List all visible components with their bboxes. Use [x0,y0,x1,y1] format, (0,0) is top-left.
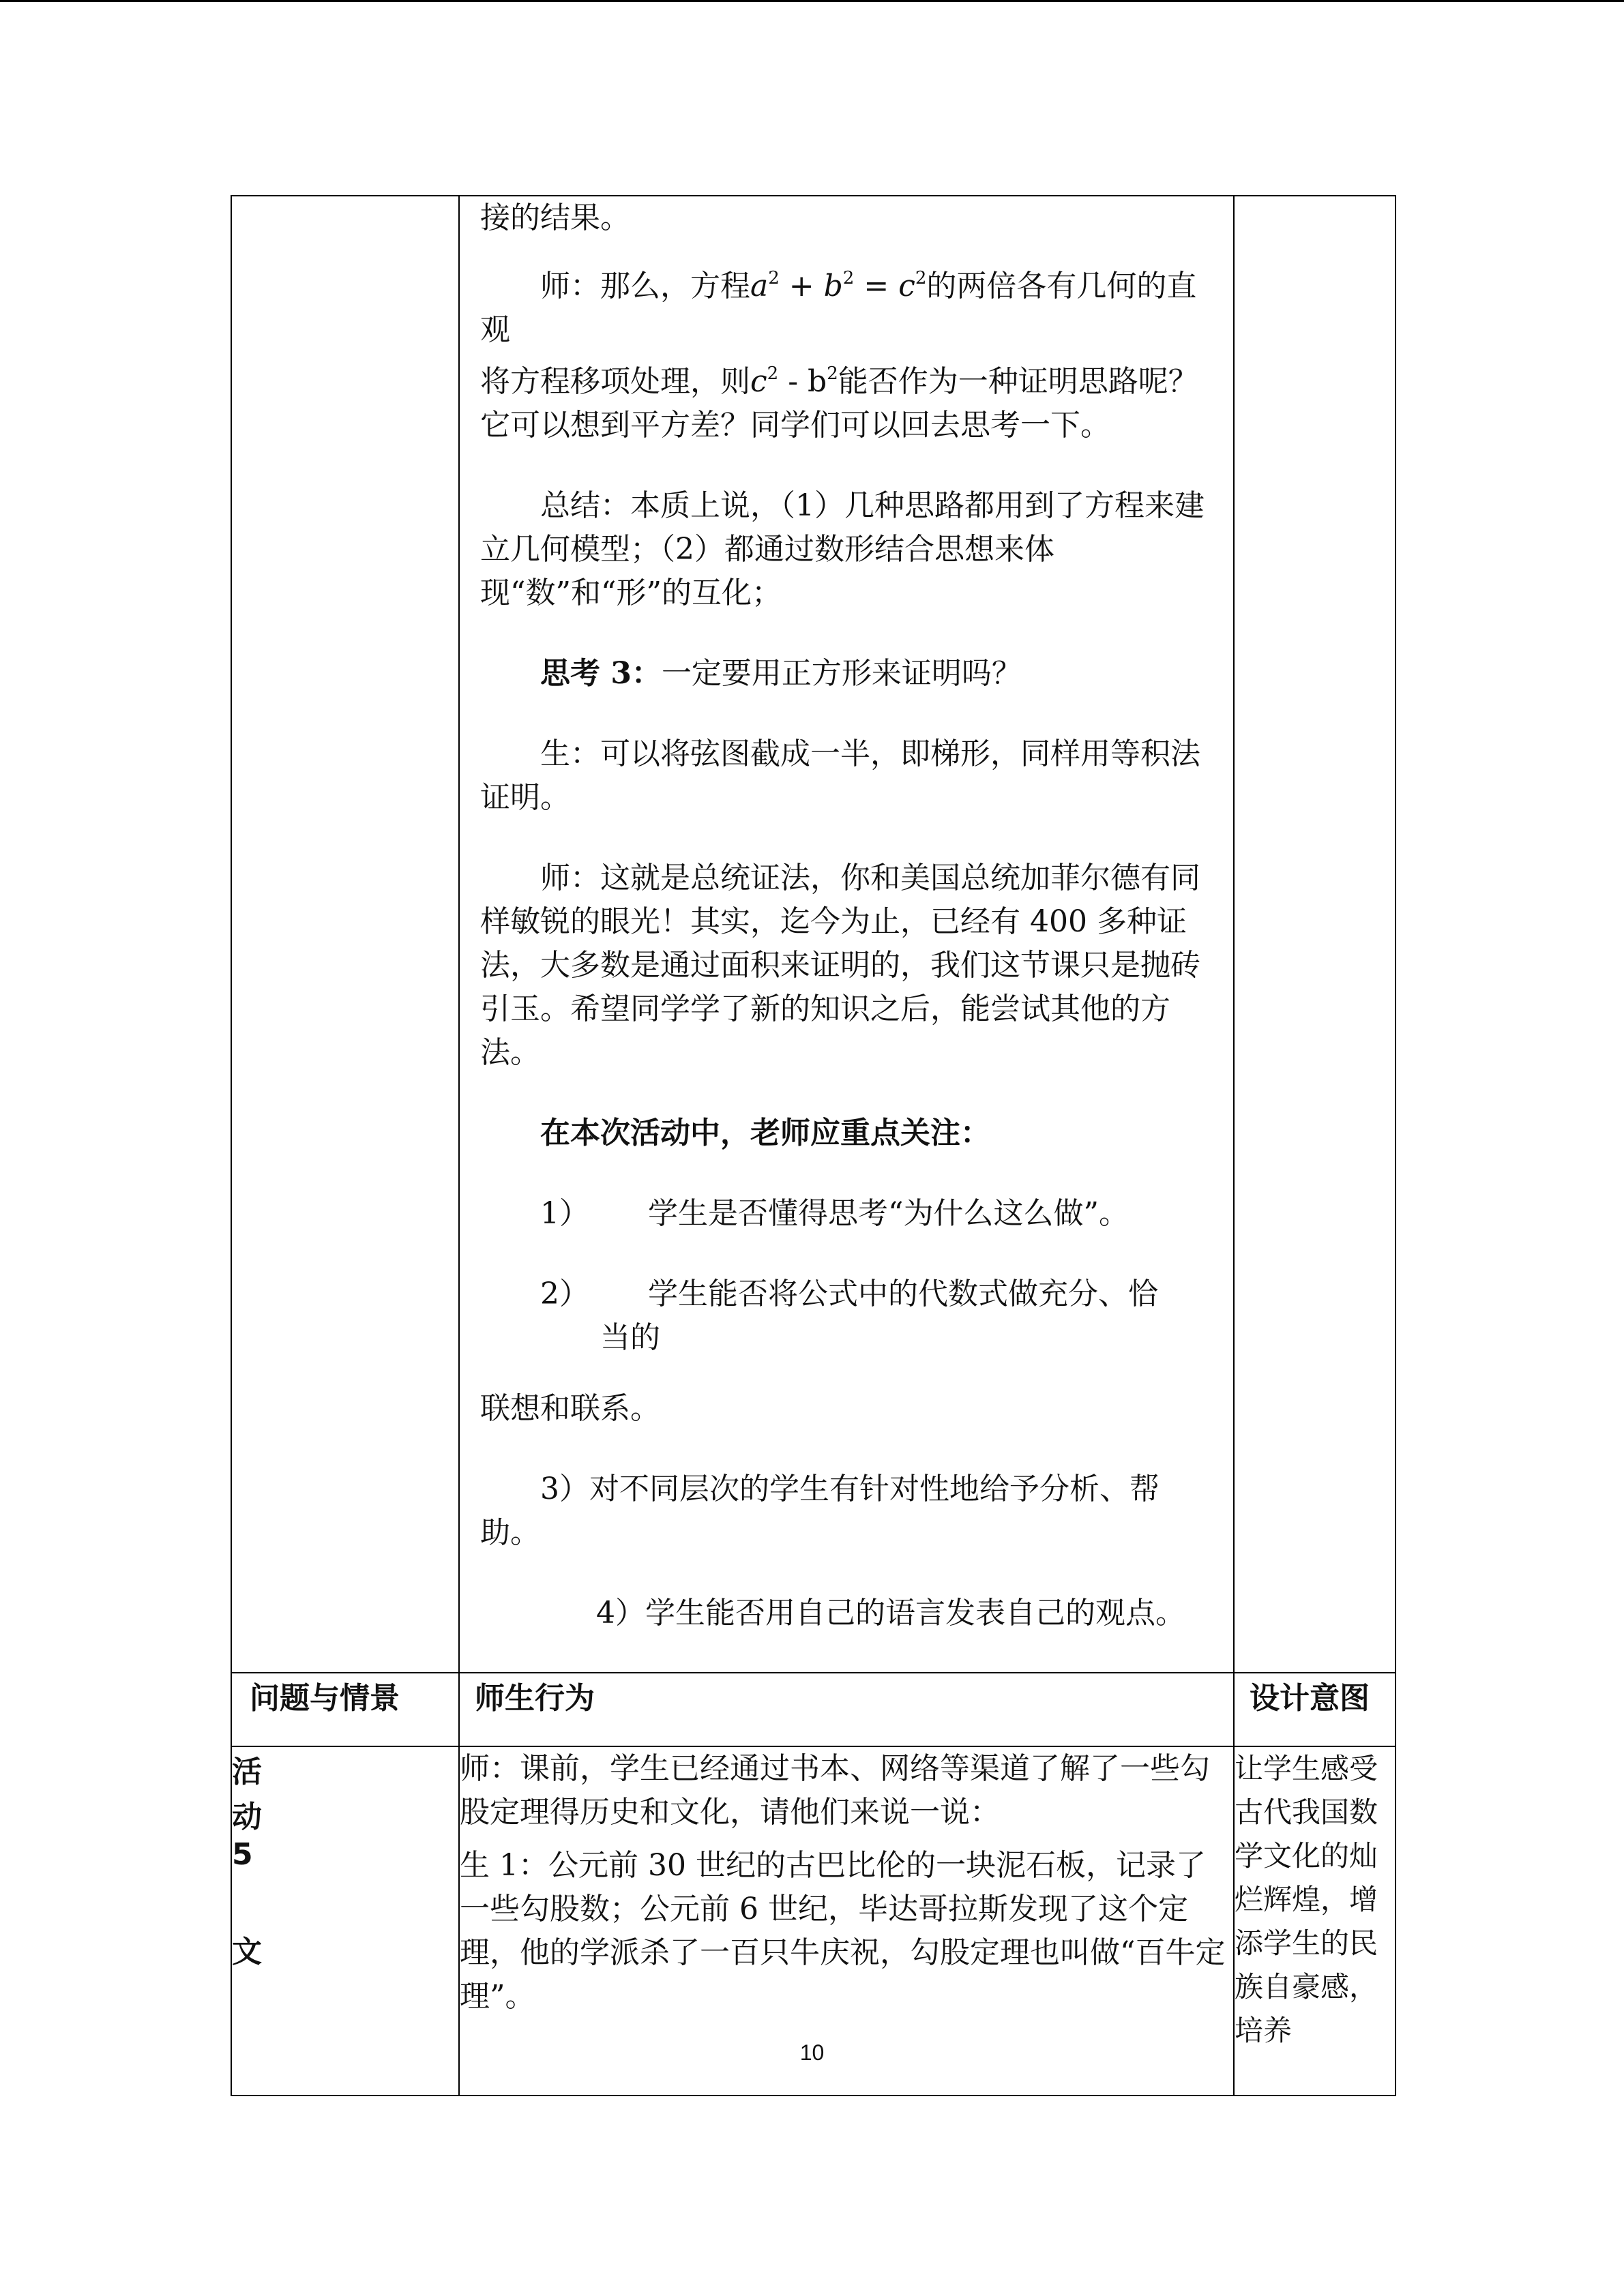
paragraph-think3: 思考 3：一定要用正方形来证明吗？ [540,656,1022,691]
focus-item-4: 4）学生能否用自己的语言发表自己的观点。 [596,1596,1185,1630]
focus-item-2-tail: 联想和联系。 [480,1391,660,1426]
paragraph-student-answer: 生：可以将弦图截成一半，即梯形，同样用等积法证明。 [480,736,1200,815]
equation: $a^2 + b^2 = c^2$ [750,268,927,303]
activity-label-line: 5 [232,1837,253,1872]
lesson-plan-table [231,195,1396,2096]
focus-item-1: 1） 学生是否懂得思考“为什么这么做”。 [540,1196,1129,1231]
continuation-right-cell [1234,196,1396,1673]
header-teacher-student-behavior: 师生行为 [459,1673,1234,1746]
activity-label-line: 活 [232,1755,262,1789]
paragraph-result: 接的结果。 [480,200,630,235]
header-design-intent: 设计意图 [1234,1673,1396,1746]
paragraph-equation: 师：那么，方程$a^2 + b^2 = c^2$的两倍各有几何的直观 将方程移项处理，则$c^2 - b^2$能否作为一种证明思路呢？ 它可以想到平方差？同学们可以回去思考一下。 [480,268,1198,443]
header-row [231,1673,1396,1746]
activity-label-line: 动 [232,1800,262,1834]
paragraph-summary: 总结：本质上说，（1）几种思路都用到了方程来建立几何模型；（2）都通过数形结合思想来体现“数”和“形”的互化； [480,488,1205,610]
top-border-line [0,0,1624,2]
focus-item-2: 2） 学生能否将公式中的代数式做充分、恰 当的 [540,1277,1158,1355]
focus-item-3: 3）对不同层次的学生有针对性地给予分析、帮助。 [480,1472,1160,1550]
continuation-row [231,196,1396,1673]
expression: $c^2 - b^2$ [750,363,838,399]
activity-student-answer: 生 1：公元前 30 世纪的古巴比伦的一块泥石板，记录了一些勾股数；公元前 6 世纪，毕达哥拉斯发现了这个定理，他的学派杀了一百只牛庆祝，勾股定理也叫做“百牛定理”。 [460,1848,1226,2014]
activity-intent-cell: 让学生感受古代我国数学文化的灿烂辉煌，增添学生的民族自豪感，培养 [1234,1746,1396,2096]
activity-label-line [232,1882,458,1927]
focus-title: 在本次活动中，老师应重点关注： [540,1116,990,1150]
activity-label-line: 文 [232,1935,262,1969]
continuation-main-cell [459,196,1234,1673]
paragraph-teacher-comment: 师：这就是总统证法，你和美国总统加菲尔德有同样敏锐的眼光！其实，迄今为止，已经有 400 多种证法，大多数是通过面积来证明的，我们这节课只是抛砖引玉。希望同学学了新的知识之后，能尝试其他的方法。 [480,861,1200,1070]
page-number: 10 [799,2040,825,2065]
activity-teacher-prompt: 师：课前，学生已经通过书本、网络等渠道了解了一些勾股定理得历史和文化，请他们来说一说： [460,1751,1210,1830]
continuation-left-cell [231,196,459,1673]
header-problem-scenario: 问题与情景 [231,1673,459,1746]
